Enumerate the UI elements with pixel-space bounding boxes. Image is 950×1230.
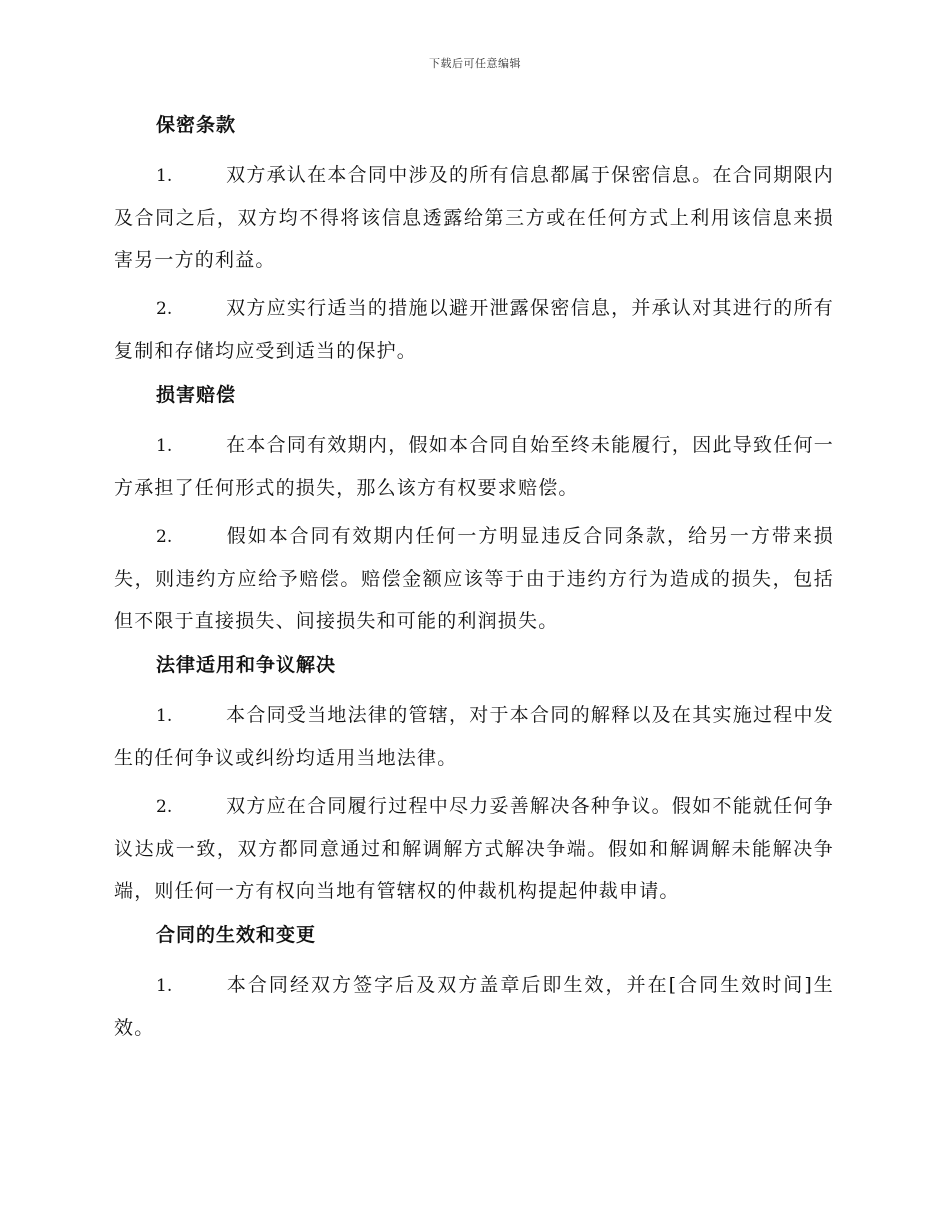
clause (114, 515, 834, 642)
clause-text: 本合同经双方签字后及双方盖章后即生效，并在[合同生效时间]生效。 (114, 974, 834, 1039)
section-title: 合同的生效和变更 (156, 924, 317, 946)
clause (114, 424, 834, 509)
section-governing-law (114, 648, 834, 912)
clause (114, 154, 834, 281)
clause (114, 694, 834, 779)
section-title: 损害赔偿 (156, 384, 237, 406)
clause-text: 在本合同有效期内，假如本合同自始至终未能履行，因此导致任何一方承担了任何形式的损失，那么该方有权要求赔偿。 (114, 434, 834, 499)
clause-number: 1. (156, 976, 173, 996)
clause-number: 1. (156, 166, 173, 186)
clause-text: 假如本合同有效期内任何一方明显违反合同条款，给另一方带来损失，则违约方应给予赔偿。赔偿金额应该等于由于违约方行为造成的损失，包括但不限于直接损失、间接损失和可能的利润损失。 (114, 525, 834, 632)
clause (114, 785, 834, 912)
clause-text: 双方应实行适当的措施以避开泄露保密信息，并承认对其进行的所有复制和存储均应受到适当的保护。 (114, 297, 834, 362)
section-title: 保密条款 (156, 114, 237, 136)
clause-number: 2. (156, 527, 173, 547)
clause-number: 1. (156, 436, 173, 456)
section-confidentiality (114, 108, 834, 372)
clause-number: 1. (156, 706, 173, 726)
clause-text: 本合同受当地法律的管辖，对于本合同的解释以及在其实施过程中发生的任何争议或纠纷均适用当地法律。 (114, 704, 834, 769)
section-title: 法律适用和争议解决 (156, 654, 337, 676)
section-effectiveness (114, 918, 834, 1049)
section-damages (114, 378, 834, 642)
clause-text: 双方应在合同履行过程中尽力妥善解决各种争议。假如不能就任何争议达成一致，双方都同意通过和解调解方式解决争端。假如和解调解未能解决争端，则任何一方有权向当地有管辖权的仲裁机构提起仲裁申请。 (114, 795, 834, 902)
clause-number: 2. (156, 797, 173, 817)
page-header: 下载后可任意编辑 (429, 57, 521, 70)
clause-number: 2. (156, 299, 173, 319)
clause (114, 287, 834, 372)
clause-text: 双方承认在本合同中涉及的所有信息都属于保密信息。在合同期限内及合同之后，双方均不得将该信息透露给第三方或在任何方式上利用该信息来损害另一方的利益。 (114, 164, 834, 271)
clause (114, 964, 834, 1049)
document-body (114, 108, 834, 1055)
